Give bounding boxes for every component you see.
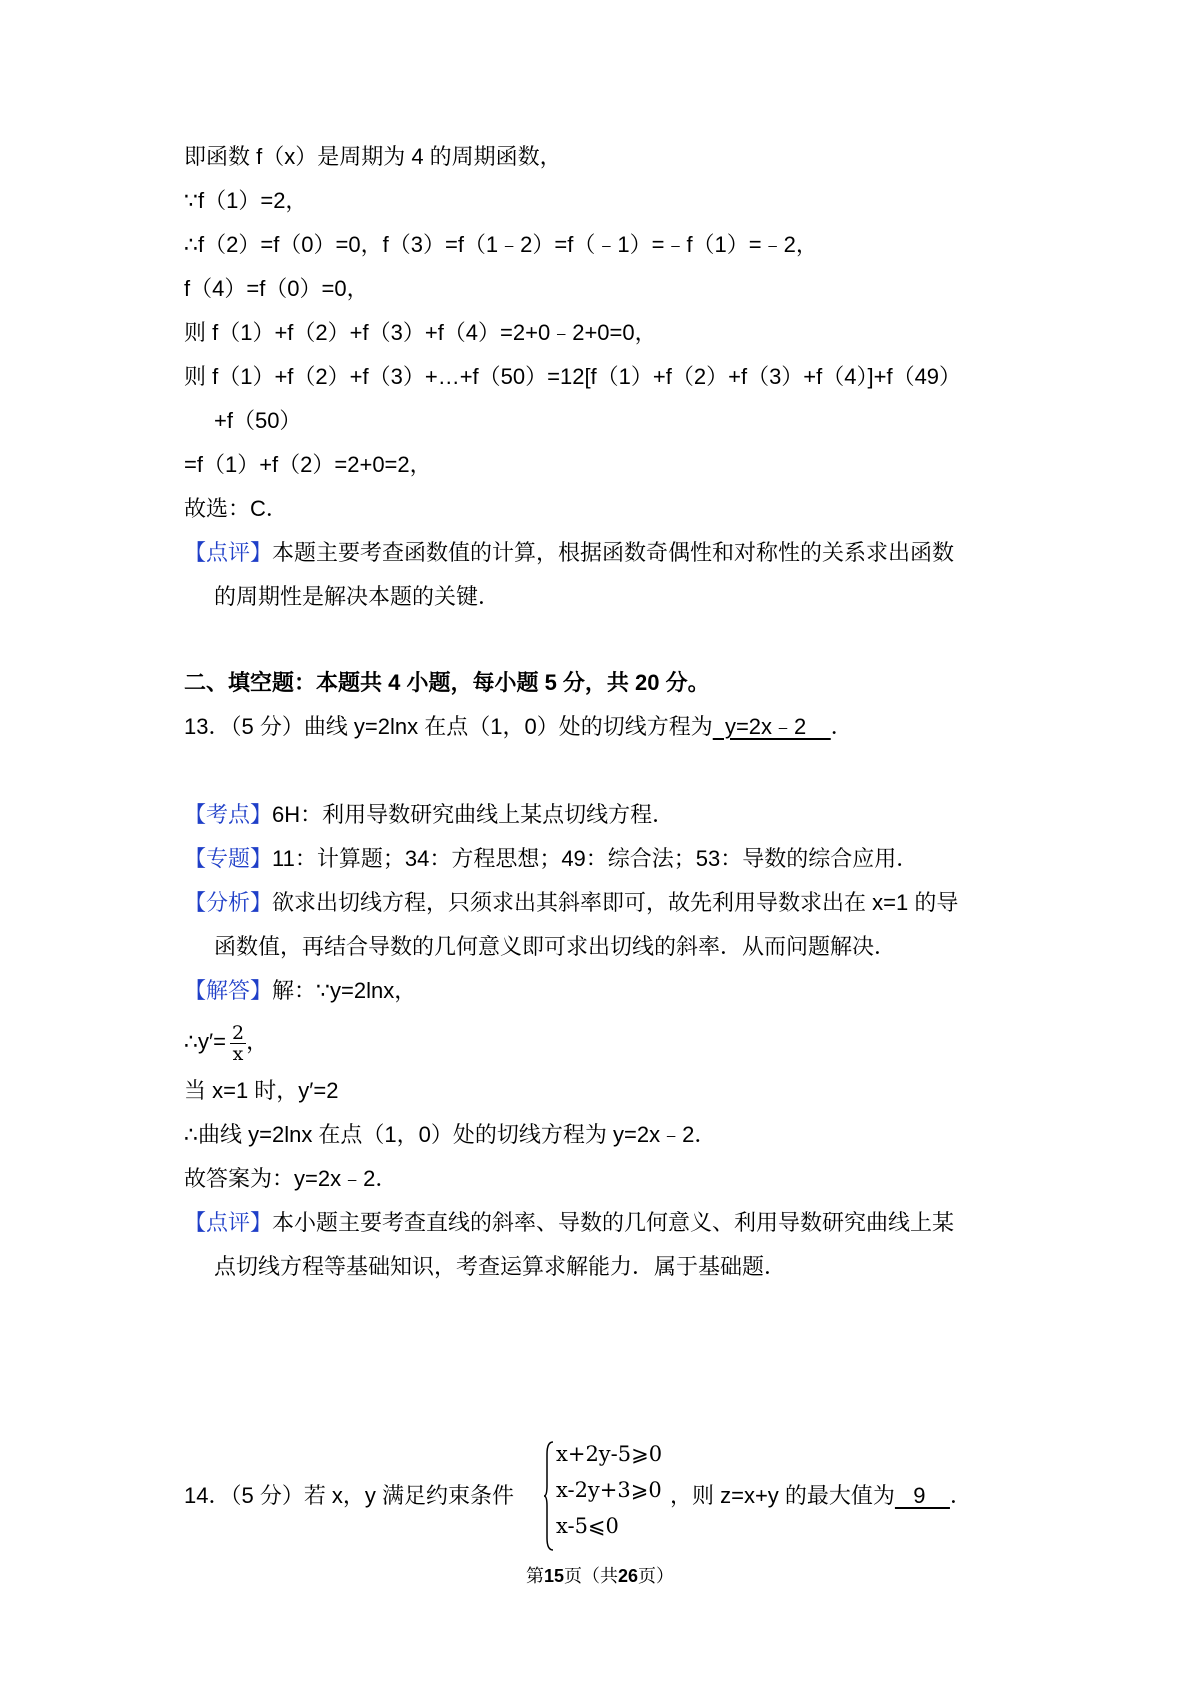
system-brace <box>544 1440 554 1552</box>
dianping-text: 本小题主要考查直线的斜率、导数的几何意义、利用导数研究曲线上某 <box>272 1210 955 1235</box>
comment-line <box>184 538 954 568</box>
zhuanti-text: 11：计算题；34：方程思想；49：综合法；53：导数的综合应用． <box>272 846 919 871</box>
question-text: 13．（5 分）曲线 y=2lnx 在点（1，0）处的切线方程为 <box>184 714 713 739</box>
jieda-line <box>184 976 416 1006</box>
fenxi-line <box>184 888 958 918</box>
footer-text: 第 <box>525 1566 544 1586</box>
comment-tag: 【点评】 <box>184 540 273 565</box>
comment-line: 的周期性是解决本题的关键． <box>214 584 501 609</box>
answer-blank: 9 <box>894 1483 950 1508</box>
question-13 <box>184 712 853 742</box>
text-line: 故选：C． <box>184 496 288 521</box>
constraint-system <box>556 1436 662 1544</box>
text-line: +f（50） <box>214 408 302 433</box>
jieda-tag: 【解答】 <box>184 978 273 1003</box>
footer-text: 页） <box>638 1566 675 1586</box>
fenxi-line: 函数值，再结合导数的几何意义即可求出切线的斜率．从而问题解决． <box>214 934 897 959</box>
constraint-3: x-5⩽0 <box>556 1514 619 1538</box>
text-line: 当 x=1 时，y′=2 <box>184 1078 339 1103</box>
fenxi-tag: 【分析】 <box>184 890 273 915</box>
text-line: ∵f（1）=2， <box>184 188 308 213</box>
page-number: 15 <box>543 1566 564 1586</box>
kaodian-text: 6H：利用导数研究曲线上某点切线方程． <box>272 802 675 827</box>
kaodian-tag: 【考点】 <box>184 802 273 827</box>
question-14-prefix: 14．（5 分）若 x，y 满足约束条件 <box>184 1483 515 1508</box>
fenxi-text: 欲求出切线方程，只须求出其斜率即可，故先利用导数求出在 x=1 的导 <box>272 890 959 915</box>
fraction-numerator: 2 <box>231 1021 245 1044</box>
zhuanti-line <box>184 844 918 874</box>
answer-blank: y=2x﹣2 <box>712 714 831 739</box>
fraction <box>230 1023 246 1064</box>
dianping-line: 点切线方程等基础知识，考查运算求解能力．属于基础题． <box>214 1254 787 1279</box>
text-line: 则 f（1）+f（2）+f（3）+…+f（50）=12[f（1）+f（2）+f（3）+f（4）]+f（49） <box>184 364 962 389</box>
page-total: 26 <box>618 1566 639 1586</box>
jieda-text: 解：∵y=2lnx， <box>272 978 417 1003</box>
constraint-2: x-2y+3⩾0 <box>556 1478 662 1502</box>
question-suffix: ． <box>949 1483 972 1508</box>
constraint-1: x+2y-5⩾0 <box>556 1442 663 1466</box>
question-14-rest <box>670 1481 972 1511</box>
zhuanti-tag: 【专题】 <box>184 846 273 871</box>
text-line: =f（1）+f（2）=2+0=2， <box>184 452 432 477</box>
fraction-denominator: x <box>232 1042 244 1065</box>
text-line: ∴曲线 y=2lnx 在点（1，0）处的切线方程为 y=2x﹣2． <box>184 1122 717 1147</box>
derivative-suffix: ， <box>246 1029 269 1054</box>
footer-text: 页（共 <box>564 1566 618 1586</box>
kaodian-line <box>184 800 674 830</box>
text-line: ∴f（2）=f（0）=0，f（3）=f（1﹣2）=f（﹣1）=﹣f（1）=﹣2， <box>184 232 818 257</box>
comment-text: 本题主要考查函数值的计算，根据函数奇偶性和对称性的关系求出函数 <box>272 540 955 565</box>
text-line: f（4）=f（0）=0， <box>184 276 369 301</box>
dianping-line <box>184 1208 954 1238</box>
section-heading: 二、填空题：本题共 4 小题，每小题 5 分，共 20 分。 <box>184 670 710 695</box>
dianping-tag: 【点评】 <box>184 1210 273 1235</box>
page-footer <box>0 1562 1200 1588</box>
text-line: 则 f（1）+f（2）+f（3）+f（4）=2+0﹣2+0=0， <box>184 320 657 345</box>
derivative-prefix: ∴y′= <box>184 1029 226 1054</box>
text-line: 即函数 f（x）是周期为 4 的周期函数， <box>184 144 562 169</box>
text-line: 故答案为：y=2x﹣2． <box>184 1166 398 1191</box>
question-suffix: ． <box>830 714 853 739</box>
derivative-line <box>184 1020 268 1064</box>
question-text: ，则 z=x+y 的最大值为 <box>670 1483 895 1508</box>
